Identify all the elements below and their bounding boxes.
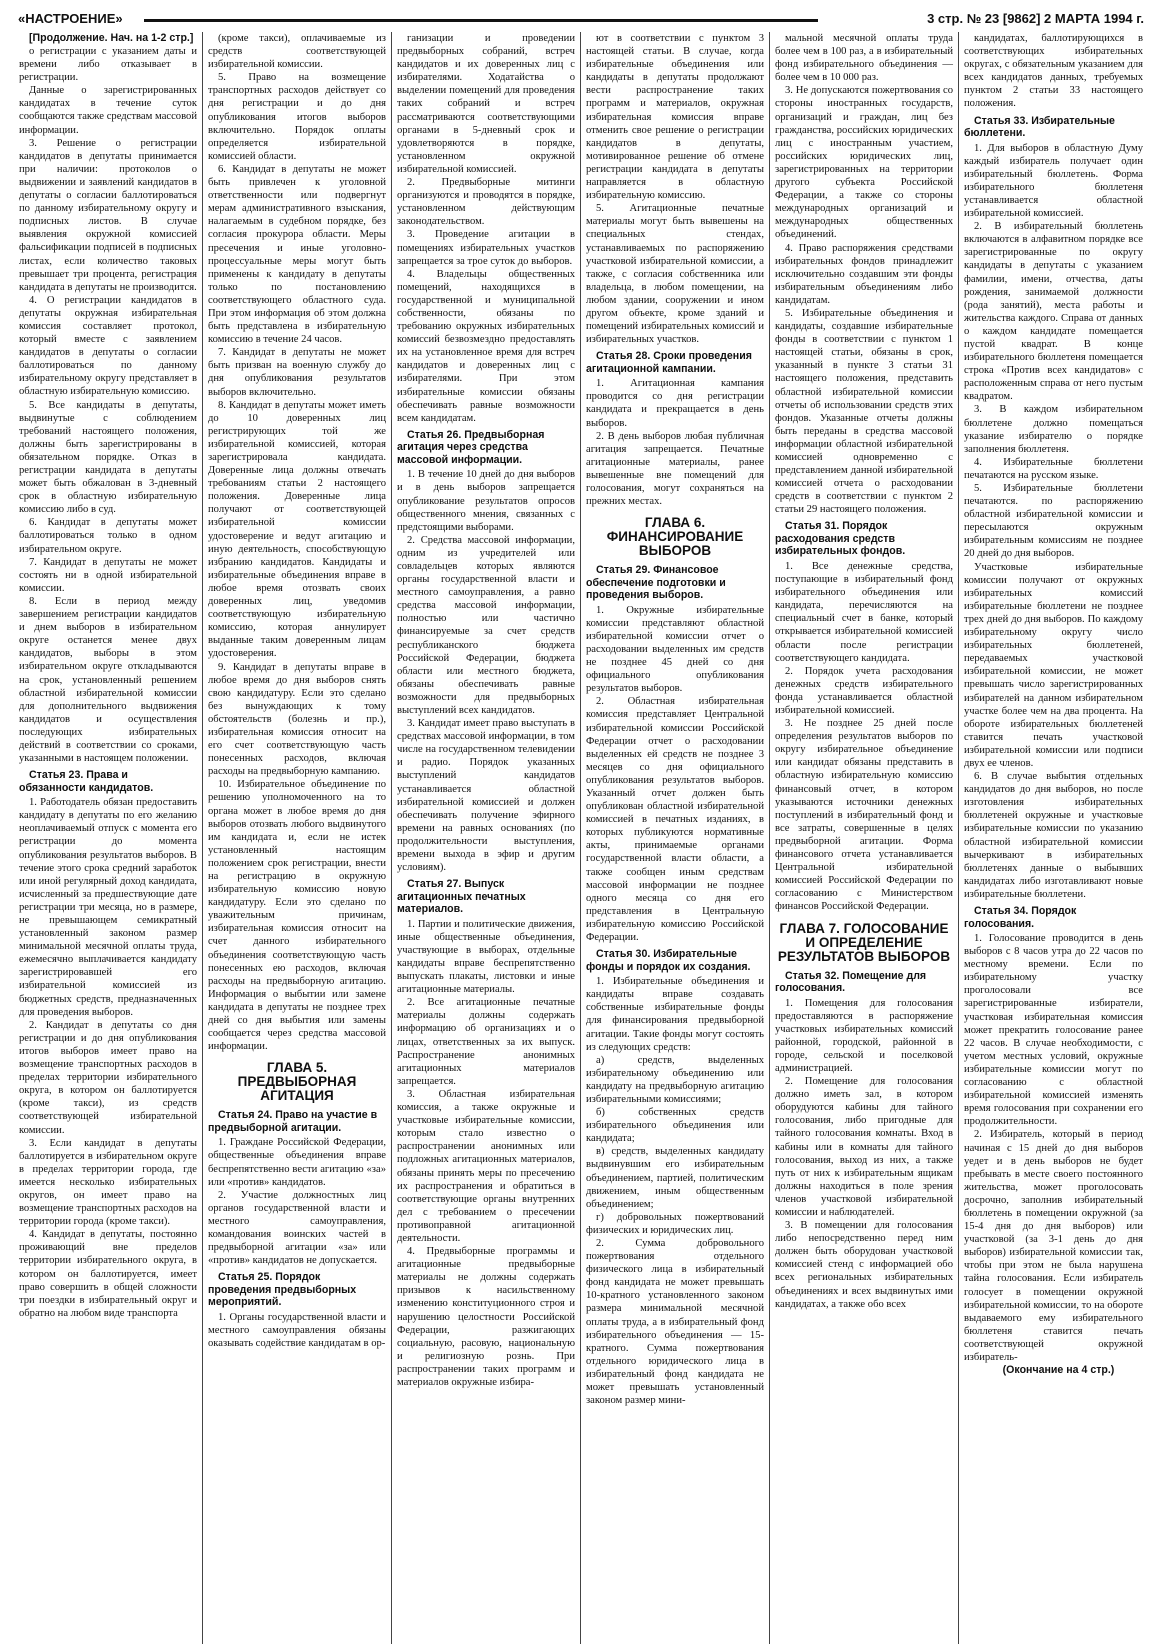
paragraph: 9. Кандидат в депутаты вправе в любое время до дня выборов снять свою кандидатуру. Если это сделано без вынуждающих к тому обстоятельств (болезнь и пр.), избирательная комиссия относит на его счет соответствующую часть понесенных расходов, включая расходы на предвыборную кампанию. [208,661,386,778]
column-1 [14,32,203,1644]
paragraph: 10. Избирательное объединение по решению уполномоченного на то органа может в любое время до дня выборов отозвать любого выдвинутого им кандидата и, если не истек установленный настоящим положением срок регистрации, внести на регистрацию в окружную избирательную комиссию новую кандидатуру. Если это сделано по уважительным причинам, избирательная комиссия относит на счет данного избирательного объединения соответствующую часть понесенных ею расходов, включая расходы на предвыборную агитацию. Информация о выбытии или замене кандидата в депутаты не позднее трех дней со дня выбытия или замены сообщается через средства массовой информации. [208,779,386,1053]
paragraph: 2. Участие должностных лиц органов государственной власти и местного самоуправления, командования воинских частей в предвыборной агитации «за» или «против» кандидатов не допускается. [208,1189,386,1267]
paragraph: 2. В избирательный бюллетень включаются в алфавитном порядке все зарегистрированные по округу кандидаты в депутаты с указанием фамилии, имени, отчества, даты рождения, занимаемой должности (рода занятий), места работы и жительства каждого. Справа от данных о каждом кандидате помещается пустой квадрат. В конце избирательного бюллетеня помещается строка «Против всех кандидатов» с расположенным справа от него пустым квадратом. [964,221,1143,403]
chapter-heading: ГЛАВА 6. ФИНАНСИРОВАНИЕ ВЫБОРОВ [606,515,744,559]
paragraph: 2. Средства массовой информации, одним из учредителей или совладельцев которых являются органы государственной власти и местного самоуправления, а равно средства массовой информации, полностью или частично финансируемые за счет средств республиканского бюджета Российской Федерации, бюджета области или местного бюджета, обязаны обеспечивать равные возможности для предвыборных выступлений всех кандидатов. [397,534,575,716]
paragraph: 3. В каждом избирательном бюллетене должно помещаться указание избирателю о порядке заполнения бюллетеня. [964,404,1143,455]
paragraph: 5. Агитационные печатные материалы могут быть вывешены на специальных стендах, устанавливаемых по распоряжению участковой избирательной комиссии, а также, с согласия собственника или владельца, в любом помещении, на любом здании, сооружении и ином другом объекте, кроме зданий и помещений избирательных комиссий и избирательных участков. [586,203,764,346]
paragraph: 3. Если кандидат в депутаты баллотируется в избирательном округе в пределах территории города, где имеется несколько избирательных округов, он имеет право на возмещение транспортных расходов на территории города (кроме такси). [19,1137,197,1228]
continued-note: (Окончание на 4 стр.) [1002,1364,1115,1377]
article-heading: Статья 33. Избирательные бюллетени. [964,114,1115,140]
masthead-rule [144,19,818,22]
paragraph: 3. Не допускаются пожертвования со стороны иностранных государств, организаций и граждан, лиц без гражданства, российских юридических лиц с иностранным участием, российских юридических лиц, зарегистрированных на территории другого субъекта Российской Федерации, а также со стороны международных организаций и международных общественных объединений. [775,85,953,241]
article-heading: Статья 25. Порядок проведения предвыборных мероприятий. [208,1271,357,1309]
paragraph: 2. Сумма добровольного пожертвования отдельного физического лица в избирательный фонд кандидата не может превышать 10-кратного установленного законом размера минимальной месячной оплаты труда, а в избирательный фонд избирательного объединения — 15-кратного. Сумма пожертвования отдельного юридического лица в избирательный фонд кандидата не может превышать установленный законом размер мини- [586,1238,764,1407]
paragraph: 8. Кандидат в депутаты может иметь до 10 доверенных лиц регистрирующих той же избирательной комиссией, которая зарегистрировала кандидата. Доверенные лица должны отвечать требованиям статьи 2 настоящего положения. Доверенные лица получают от соответствующей избирательной комиссии удостоверение и ведут агитацию и иную деятельность, способствующую избранию кандидатов. Кандидаты и избирательные объединения вправе в любое время отозвать своих доверенных лиц, уведомив соответствующую избирательную комиссию, которая аннулирует выданные таким доверенным лицам удостоверения. [208,399,386,660]
newspaper-name: «НАСТРОЕНИЕ» [14,11,127,26]
paragraph: б) собственных средств избирательного объединения или кандидата; [586,1107,764,1145]
paragraph: 5. Все кандидаты в депутаты, выдвинутые с соблюдением требований настоящего положения, должны быть зарегистрированы в обязательном порядке. Отказ в регистрации кандидата в депутаты может быть обжалован в 3-дневный срок в областную избирательную комиссию либо в суд. [19,399,197,516]
article-heading: Статья 29. Финансовое обеспечение подготовки и проведения выборов. [586,564,726,602]
article-heading: Статья 26. Предвыборная агитация через средства массовой информации. [397,428,545,466]
paragraph: 2. Областная избирательная комиссия представляет Центральной избирательной комиссии Российской Федерации отчет о расходовании выделенных ей средств не позднее 3 месяцев со дня официального опубликования результатов выборов. Указанный отчет должен быть опубликован областной избирательной комиссией в печатных изданиях, в которых публикуются нормативные акты, принимаемые органами государственной власти области, а также сообщен иным средствам массовой информации не позднее одного месяца со дня его представления в Центральную избирательную комиссию Российской Федерации. [586,696,764,944]
article-heading: Статья 23. Права и обязанности кандидатов. [19,769,154,794]
paragraph: 3. Не позднее 25 дней после определения результатов выборов по округу избирательное объединение или кандидат обязаны представить в областную избирательную комиссию финансовый отчет, в котором указываются источники денежных поступлений в избирательный фонд и все затраты, совершенные в целях предвыборной агитации. Форма финансового отчета устанавливается Центральной избирательной комиссией Российской Федерации по согласованию с Министерством финансов Российской Федерации. [775,718,953,913]
paragraph: 6. Кандидат в депутаты может баллотироваться только в одном избирательном округе. [19,517,197,555]
paragraph: 2. В день выборов любая публичная агитация запрещается. Печатные агитационные материалы, ранее вывешенные вне помещений для голосования, могут сохраняться на прежних местах. [586,430,764,508]
article-heading: Статья 24. Право на участие в предвыборной агитации. [208,1109,378,1134]
paragraph: о регистрации с указанием даты и времени либо отказывает в регистрации. [19,46,197,84]
paragraph: 1. Органы государственной власти и местного самоуправления обязаны оказывать содействие кандидатам в ор- [208,1311,386,1349]
paragraph: 1. Для выборов в областную Думу каждый избиратель получает один избирательный бюллетень. Форма избирательного бюллетеня устанавливается областной избирательной комиссией. [964,142,1143,220]
paragraph: (кроме такси), оплачиваемые из средств соответствующей избирательной комиссии. [208,33,386,71]
paragraph: 1. Партии и политические движения, иные общественные объединения, участвующие в выборах, отдельные кандидаты вправе беспрепятственно выпускать плакаты, листовки и иные агитационные материалы. [397,918,575,996]
paragraph: 7. Кандидат в депутаты не может состоять ни в одной избирательной комиссии. [19,556,197,594]
issue-info: 3 стр. № 23 [9862] 2 МАРТА 1994 г. [923,11,1148,26]
paragraph: 4. Владельцы общественных помещений, находящихся в государственной и муниципальной собственности, обязаны по требованию окружных избирательных комиссий безвозмездно предоставлять их на установленное время для встреч кандидатов и доверенных лиц с избирателями. При этом избирательные комиссии обязаны обеспечивать равные возможности всем кандидатам. [397,268,575,424]
paragraph: в) средств, выделенных кандидату выдвинувшим его избирательным объединением, партией, политическим движением, иным общественным объединением; [586,1146,764,1210]
paragraph: 5. Избирательные бюллетени печатаются. по распоряжению областной избирательной комиссии и пересылаются окружным избирательным комиссиям не позднее 20 дней до дня выборов. [964,483,1143,560]
paragraph: 6. В случае выбытия отдельных кандидатов до дня выборов, но после изготовления избирательных бюллетеней окружные и участковые избирательные комиссии по указанию областной избирательной комиссии вычеркивают в избирательных бюллетенях данные о выбывших кандидатах либо изготавливают новые избирательные бюллетени. [964,771,1143,900]
paragraph: г) добровольных пожертвований физических и юридических лиц. [586,1211,764,1236]
paragraph: 1. Все денежные средства, поступающие в избирательный фонд избирательного объединения или кандидата, перечисляются на специальный счет в банке, который открывается избирательной комиссией области после регистрации соответствующего кандидата. [775,560,953,664]
paragraph: 1. Работодатель обязан предоставить кандидату в депутаты по его желанию неоплачиваемый отпуск с момента его регистрации до момента опубликования результатов выборов. В течение этого срока средний заработок или иной регулярный доход кандидата, исчисленный за предшествующие дате регистрации три месяца, но в размере, не превышающем семикратный установленный законом размер минимальной месячной оплаты труда, ежемесячно выплачивается кандидату зарегистрировавшей его избирательной комиссией из бюджетных средств, предназначенных для проведения выборов. [19,797,197,1018]
article-heading: Статья 32. Помещение для голосования. [775,969,927,994]
paragraph: 2. Предвыборные митинги организуются и проводятся в порядке, установленном действующим законодательством. [397,177,575,228]
masthead [14,6,1148,26]
paragraph: 8. Если в период между завершением регистрации кандидатов и днем выборов в избирательном округе останется менее двух кандидатов, выборы в этом избирательном округе откладываются на срок, установленный решением областной избирательной комиссии для дополнительного выдвижения кандидатов и осуществления последующих избирательных действий в соответствии со сроками, указанными в настоящем положении. [19,595,197,765]
article-heading: Статья 30. Избирательные фонды и порядок их создания. [586,948,751,973]
paragraph: мальной месячной оплаты труда более чем в 100 раз, а в избирательный фонд избирательного объединения — более чем в 10 000 раз. [775,33,953,84]
paragraph: Данные о зарегистрированных кандидатах в течение суток сообщаются также средствам массовой информации. [19,85,197,136]
article-heading: Статья 31. Порядок расходования средств избирательных фондов. [775,520,906,558]
chapter-heading: ГЛАВА 7. ГОЛОСОВАНИЕ И ОПРЕДЕЛЕНИЕ РЕЗУЛЬТАТОВ ВЫБОРОВ [777,920,951,964]
paragraph: 7. Кандидат в депутаты не может быть призван на военную службу до дня опубликования результатов выборов включительно. [208,347,386,398]
paragraph: ганизации и проведении предвыборных собраний, встреч кандидатов и их доверенных лиц с избирателями. Ходатайства о выделении помещений для проведения таких собраний и встреч рассматриваются соответствующими органами в 5-дневный срок и удовлетворяются в порядке, установленном окружной избирательной комиссией. [397,33,575,175]
paragraph: 2. Помещение для голосования должно иметь зал, в котором оборудуются кабины для тайного голосования, либо пригодные для тайного голосования комнаты. Вход в кабины или в комнаты для тайного голосования, выход из них, а также путь от них к избирательным ящикам должны находиться в поле зрения членов участковой избирательной комиссии и наблюдателей. [775,1076,953,1218]
paragraph: Участковые избирательные комиссии получают от окружных избирательных комиссий избирательные бюллетени не позднее трех дней до дня выборов. По каждому избирательному округу число избирательных бюллетеней, передаваемых участковой избирательной комиссии, не может превышать число зарегистрированных избирателей на данном избирательном участке более чем на два процента. На обороте избирательных бюллетеней ставится печать участковой избирательной комиссии или подписи двух ее членов. [964,561,1143,769]
paragraph: 6. Кандидат в депутаты не может быть привлечен к уголовной ответственности или подвергнут мерам административного взыскания, налагаемым в судебном порядке, без согласия прокурора области. Меры пресечения и иные уголовно-процессуальные меры могут быть применены к кандидату в депутаты только по постановлению соответствующего областного суда. При этом информация об этом должна быть представлена в избирательную комиссию в течение 24 часов. [208,163,386,346]
article-heading: Статья 27. Выпуск агитационных печатных материалов. [397,878,526,916]
paragraph: 2. Кандидат в депутаты со дня регистрации и до дня опубликования итогов выборов имеет право на возмещение транспортных расходов в пределах территории избирательного округа, в котором он баллотируется (кроме такси), из средств соответствующей избирательной комиссии. [19,1019,197,1136]
paragraph: 4. Предвыборные программы и агитационные предвыборные материалы не должны содержать призывов к насильственному изменению конституционного строя и нарушению целостности Российской Федерации, разжигающих социальную, расовую, национальную и религиозную рознь. При распространении таких программ и материалов окружные избира- [397,1246,575,1388]
paragraph: 1. Агитационная кампания проводится со дня регистрации кандидата и прекращается в день выборов. [586,378,764,429]
column-4 [581,32,770,1644]
paragraph: 3. Проведение агитации в помещениях избирательных участков запрещается за трое суток до выборов. [397,229,575,267]
paragraph: 1. Окружные избирательные комиссии представляют областной избирательной комиссии отчет о расходовании выделенных им средств не позднее 45 дней со дня официального опубликования результатов выборов. [586,604,764,695]
paragraph: 3. Областная избирательная комиссия, а также окружные и участковые избирательные комиссии, которым стало известно о распространении анонимных или подложных агитационных материалов, обязаны принять меры по пресечению их распространения и обратиться в соответствующие органы внутренних дел с требованием о пресечении противоправной агитационной деятельности. [397,1088,575,1244]
column-2 [203,32,392,1644]
paragraph: 3. Кандидат имеет право выступать в средствах массовой информации, в том числе на государственном телевидении и радио. Порядок указанных выступлений кандидатов устанавливается областной избирательной комиссией и должен обеспечивать получение эфирного времени на равных основаниях (по продолжительности выступления, времени выхода в эфир и другим условиям). [397,718,575,874]
column-5 [770,32,959,1644]
paragraph: 4. О регистрации кандидатов в депутаты окружная избирательная комиссия составляет протокол, который вместе с заявлением кандидатов в депутаты о согласии баллотироваться по данному избирательному округу представляет в областную избирательную комиссию. [19,294,197,398]
paragraph: 4. Избирательные бюллетени печатаются на русском языке. [964,456,1143,481]
paragraph: 1. Помещения для голосования предоставляются в распоряжение участковых избирательных комиссий районной, городской, районной в городе, сельской и поселковой администрацией. [775,997,953,1074]
paragraph: 2. Все агитационные печатные материалы должны содержать информацию об организациях и о лицах, ответственных за их выпуск. Распространение анонимных агитационных материалов запрещается. [397,997,575,1087]
article-heading: Статья 34. Порядок голосования. [964,905,1077,930]
paragraph: 4. Право распоряжения средствами избирательных фондов принадлежит исключительно создавшим эти фонды избирательным объединениям либо кандидатам. [775,242,953,306]
paragraph: 1. Голосование проводится в день выборов с 8 часов утра до 22 часов по местному времени. Если по избирательному участку проголосовали все зарегистрированные избиратели, участковая избирательная комиссия может прекратить голосование ранее 22 часов. В случае необходимости, с учетом местных условий, окружные избирательные комиссии могут по согласованию с областной избирательной комиссией изменять время голосования при сохранении его продолжительности. [964,933,1143,1128]
paragraph: 5. Право на возмещение транспортных расходов действует со дня регистрации и до дня опубликования итогов выборов включительно. Порядок оплаты определяется избирательной комиссией области. [208,72,386,162]
paragraph: 1. Избирательные объединения и кандидаты вправе создавать собственные избирательные фонды для финансирования предвыборной агитации. Такие фонды могут состоять из следующих средств: [586,976,764,1053]
column-3 [392,32,581,1644]
paragraph: 4. Кандидат в депутаты, постоянно проживающий вне пределов территории избирательного округа, в котором он баллотируется, имеет право совершить в общей сложности три поездки в избирательный округ и обратно на любом виде транспорта [19,1229,197,1319]
paragraph: 3. В помещении для голосования либо непосредственно перед ним должен быть оборудован участковой комиссией стенд с информацией обо всех региональных избирательных объединениях и всех выдвинутых ими кандидатах, а также обо всех [775,1220,953,1310]
paragraph: 3. Решение о регистрации кандидатов в депутаты принимается при наличии: протоколов о выдвижении и заявлений кандидатов в депутаты о согласии баллотироваться по данному избирательному округу и подписных листов. В случае выявления окружной комиссией фальсификации подписей в подписных листах, если количество таковых превышает три процента, регистрация кандидата в депутаты не производится. [19,137,197,293]
paragraph: 1. Граждане Российской Федерации, общественные объединения вправе беспрепятственно вести агитацию «за» или «против» кандидатов. [208,1137,386,1188]
paragraph: 2. Порядок учета расходования денежных средств избирательного фонда устанавливается областной избирательной комиссией. [775,665,953,716]
chapter-heading: ГЛАВА 5. ПРЕДВЫБОРНАЯ АГИТАЦИЯ [237,1060,357,1104]
paragraph: а) средств, выделенных избирательному объединению или кандидату на предвыборную агитацию избирательными комиссиями; [586,1054,764,1105]
continuation-note: [Продолжение. Нач. на 1-2 стр.] [29,32,194,44]
paragraph: 1. В течение 10 дней до дня выборов и в день выборов запрещается опубликование результатов опросов общественного мнения, связанных с предстоящими выборами. [397,469,575,533]
paragraph: кандидатах, баллотирующихся в соответствующих избирательных округах, с обязательным указанием для всех кандидатов данных, требуемых пунктом 2 статьи 33 настоящего положения. [964,33,1143,110]
article-columns [14,32,1148,1644]
paragraph: 5. Избирательные объединения и кандидаты, создавшие избирательные фонды в соответствии с пунктом 1 настоящей статьи, обязаны в срок, указанный в пункте 3 статьи 31 настоящего положения, представить областной избирательной комиссии отчеты об использовании средств этих фондов. Указанные отчеты должны быть переданы в средства массовой информации областной избирательной комиссией одновременно с представлением данной избирательной комиссией отчета о расходовании средств в соответствии с пунктом 2 статьи 29 настоящего положения. [775,307,953,516]
paragraph: ют в соответствии с пунктом 3 настоящей статьи. В случае, когда избирательные объединения или кандидаты в депутаты продолжают вести распространение таких программ и материалов, окружная избирательная комиссия вправе отменить свое решение о регистрации кандидатов в депутаты, мотивированное решение об отмене регистрации кандидата в депутаты направляется в областную избирательную комиссию. [586,33,764,202]
column-6 [959,32,1148,1644]
paragraph: 2. Избиратель, который в период начиная с 15 дней до дня выборов уедет и в день выборов не будет пребывать в месте своего постоянного жительства, может проголосовать досрочно, заполнив избирательный бюллетень в помещении окружной (за 15-4 дня до дня выборов) или участковой (за 3-1 день до дня выборов) избирательной комиссии так, чтобы при этом не была нарушена тайна голосования. Если избиратель голосует в помещении окружной избирательной комиссии, то на обороте выдаваемого ему избирательного бюллетеня ставится печать соответствующей окружной избиратель- [964,1129,1143,1363]
article-heading: Статья 28. Сроки проведения агитационной кампании. [586,350,752,375]
